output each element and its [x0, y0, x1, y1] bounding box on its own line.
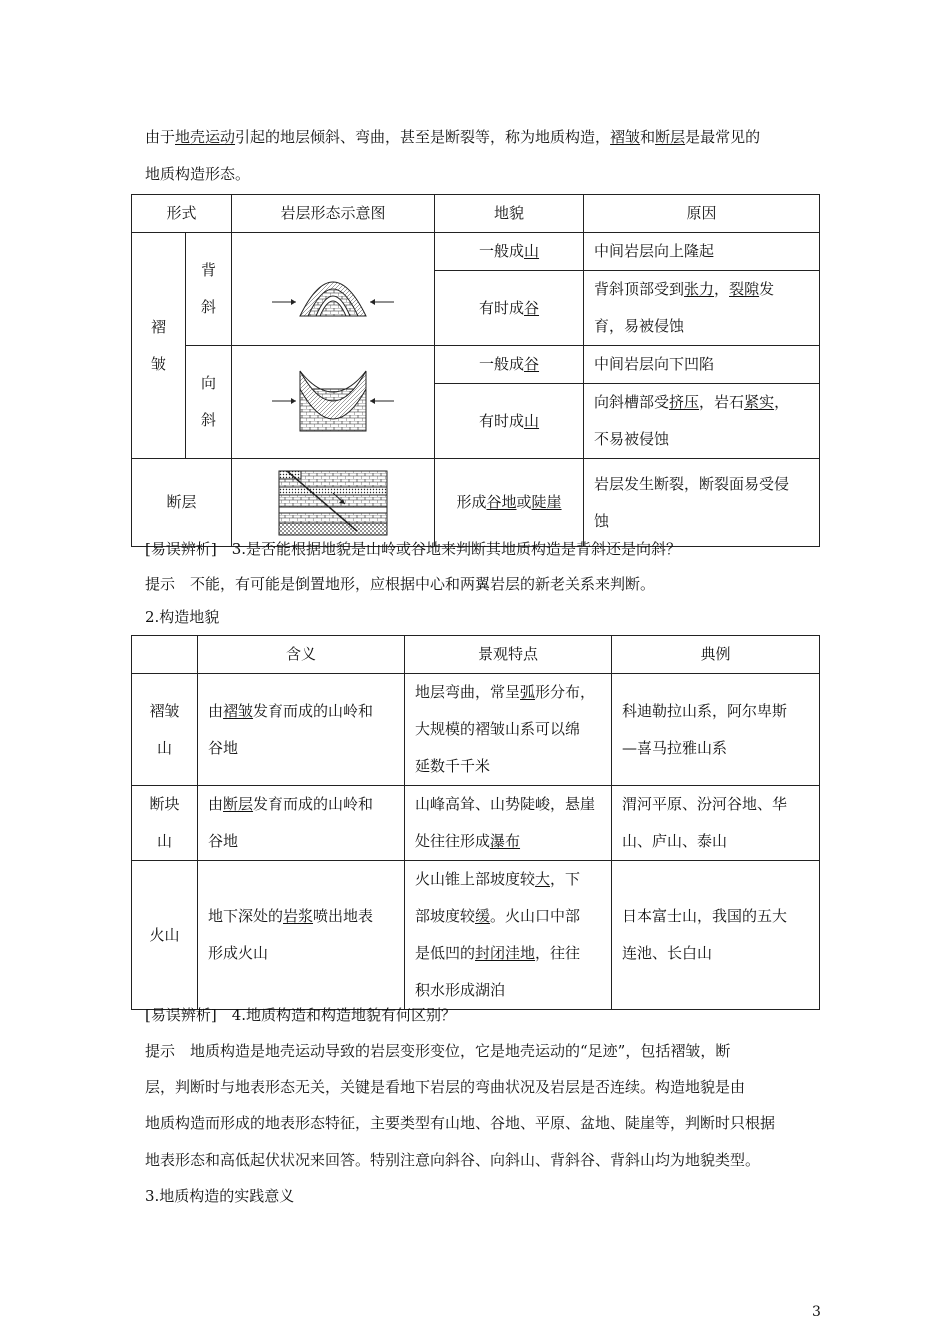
feature-underline: 封闭洼地: [475, 944, 536, 962]
intro-underline-fault: 断层: [655, 128, 686, 146]
feature-text: ，往往: [535, 944, 581, 962]
block-examples: [612, 786, 820, 861]
feature-underline: 瀑布: [490, 832, 521, 850]
fold-features: [405, 674, 612, 786]
tectonic-landform-table: [131, 635, 820, 1010]
r2-reason-line1: [594, 271, 809, 308]
volcano-features-line1: [415, 861, 601, 898]
feature-text: 部坡度较: [415, 907, 476, 925]
row-label-line: 褶皱: [149, 701, 180, 720]
row-label-line: 断块: [149, 795, 180, 813]
meaning-text: 由: [208, 795, 224, 813]
section-2-heading: 2.构造地貌: [145, 608, 220, 626]
intro-underline-crust-movement: 地壳运动: [175, 128, 236, 146]
block-examples-line2: 山、庐山、泰山: [622, 832, 728, 850]
syncline-label: [186, 346, 232, 459]
feature-text: 火山锥上部坡度较: [415, 870, 536, 888]
table-row: [132, 459, 820, 547]
r1-reason: 中间岩层向上隆起: [584, 233, 820, 271]
intro-text: 由于: [145, 128, 176, 146]
fold-label: [132, 233, 186, 459]
block-meaning: [198, 786, 405, 861]
table-row: [132, 861, 820, 1010]
intro-underline-fold: 褶皱: [610, 128, 641, 146]
fold-examples-line2: —喜马拉雅山系: [622, 738, 728, 757]
reason-text: ，: [774, 393, 790, 411]
landform-underline: 山: [524, 242, 540, 260]
fold-examples-line1: 科迪勒拉山系，阿尔卑斯: [622, 701, 788, 720]
hint-4-line4: 地表形态和高低起伏状况来回答。特别注意向斜谷、向斜山、背斜谷、背斜山均为地貌类型。: [145, 1151, 761, 1169]
landform-text: 形成: [456, 493, 487, 511]
syncline-char: 斜: [201, 411, 217, 429]
feature-text: ，下: [550, 870, 581, 888]
header-diagram: 岩层形态示意图: [232, 195, 435, 233]
block-features-line2: [415, 823, 601, 860]
hint-4-line2: 层，判断时与地表形态无关，关键是看地下岩层的弯曲状况及岩层是否连续。构造地貌是由: [145, 1078, 746, 1096]
volcano-examples: [612, 861, 820, 1010]
intro-line-1: [145, 126, 760, 147]
reason-text: ，岩石: [699, 393, 745, 411]
r2-reason-line2: 育，易被侵蚀: [594, 317, 685, 335]
volcano-meaning-line2: 形成火山: [208, 944, 269, 962]
fold-features-line3: 延数千千米: [415, 757, 491, 775]
block-features: [405, 786, 612, 861]
header-reason: 原因: [584, 195, 820, 233]
reason-text: ，: [714, 280, 730, 298]
hint-4-line3: 地质构造而形成的地表形态特征，主要类型有山地、谷地、平原、盆地、陡崖等，判断时只根据: [145, 1114, 776, 1132]
volcano-features-line3: [415, 935, 601, 972]
landform-text: 或: [516, 493, 532, 511]
table-row: [132, 233, 820, 271]
hint-4-line1: 提示 地质构造是地壳运动导致的岩层变形变位，它是地壳运动的“足迹”，包括褶皱，断: [145, 1042, 731, 1060]
r4-reason-line2: 不易被侵蚀: [594, 430, 670, 448]
feature-underline: 弧: [520, 683, 536, 701]
table2-header-row: [132, 636, 820, 674]
feature-underline: 大: [535, 870, 551, 888]
volcano-examples-line1: 日本富士山，我国的五大: [622, 907, 788, 925]
meaning-underline: 断层: [223, 795, 254, 813]
fold-char: 皱: [150, 354, 166, 373]
reason-text: 背斜顶部受到: [594, 280, 685, 298]
feature-text: 形分布，: [535, 683, 596, 701]
landform-text: 有时成: [479, 411, 525, 430]
intro-text: 和: [640, 128, 656, 146]
meaning-underline: 褶皱: [223, 701, 254, 720]
header-landform: 地貌: [435, 195, 584, 233]
landform-underline: 山: [524, 411, 540, 430]
feature-underline: 缓: [475, 907, 491, 925]
meaning-text: 发育而成的山岭和: [253, 701, 374, 720]
anticline-char: 背: [201, 261, 217, 279]
reason-text: 向斜槽部受: [594, 393, 670, 411]
fold-examples: [612, 674, 820, 786]
anticline-char: 斜: [201, 298, 217, 316]
anticline-diagram: [232, 233, 435, 346]
syncline-char: 向: [201, 374, 217, 392]
r4-landform: [435, 384, 584, 459]
reason-underline: 紧实: [744, 393, 775, 411]
landform-underline: 谷地: [486, 493, 517, 511]
fault-diagram: [232, 459, 435, 547]
anticline-diagram-icon: [258, 254, 408, 324]
volcano-examples-line2: 连池、长白山: [622, 944, 713, 962]
feature-text: 。火山口中部: [490, 907, 581, 925]
feature-text: 处往往形成: [415, 832, 491, 850]
geologic-structure-table: [131, 194, 820, 547]
block-examples-line1: 渭河平原、汾河谷地、华: [622, 795, 788, 813]
r4-reason-line1: [594, 384, 809, 421]
feature-text: 是低凹的: [415, 944, 476, 962]
r2-landform: [435, 271, 584, 346]
landform-text: 有时成: [479, 298, 525, 317]
table-row: [132, 346, 820, 384]
r1-landform: [435, 233, 584, 271]
table-row: [132, 674, 820, 786]
syncline-diagram-icon: [258, 367, 408, 437]
table-row: [132, 786, 820, 861]
intro-text: 是最常见的: [685, 128, 761, 146]
r5-reason-line2: 蚀: [594, 511, 610, 530]
note-3: [易误辨析] 3.是否能根据地貌是山岭或谷地来判断其地质构造是背斜还是向斜？: [145, 540, 682, 558]
anticline-label: [186, 233, 232, 346]
volcano-label: 火山: [132, 861, 198, 1010]
meaning-text: 由: [208, 701, 224, 720]
meaning-text: 喷出地表: [313, 907, 374, 925]
landform-text: 一般成: [479, 355, 525, 373]
volcano-features-line2: [415, 898, 601, 935]
fold-features-line1: [415, 674, 601, 711]
section-3-heading: 3.地质构造的实践意义: [145, 1187, 295, 1205]
volcano-features-line4: 积水形成湖泊: [415, 981, 506, 999]
block-meaning-line2: 谷地: [208, 832, 239, 850]
volcano-features: [405, 861, 612, 1010]
header-features: 景观特点: [405, 636, 612, 674]
table1-header-row: [132, 195, 820, 233]
landform-underline: 谷: [524, 355, 540, 373]
r3-landform: [435, 346, 584, 384]
reason-text: 发: [759, 280, 775, 298]
header-examples: 典例: [612, 636, 820, 674]
page-number: 3: [812, 1304, 821, 1320]
row-label-line: 山: [156, 738, 172, 757]
volcano-meaning-line1: [208, 898, 394, 935]
hint-3: 提示 不能，有可能是倒置地形，应根据中心和两翼岩层的新老关系来判断。: [145, 575, 656, 593]
block-meaning-line1: [208, 786, 394, 823]
fault-diagram-icon: [273, 467, 393, 539]
r5-reason: [584, 459, 820, 547]
r2-reason: [584, 271, 820, 346]
r4-reason: [584, 384, 820, 459]
row-label-line: 山: [156, 832, 172, 850]
note-4: [易误辨析] 4.地质构造和构造地貌有何区别？: [145, 1006, 457, 1024]
feature-text: 地层弯曲，常呈: [415, 683, 521, 701]
fold-char: 褶: [150, 317, 166, 336]
meaning-text: 发育而成的山岭和: [253, 795, 374, 813]
reason-underline: 张力: [684, 280, 715, 298]
volcano-meaning: [198, 861, 405, 1010]
header-empty: [132, 636, 198, 674]
meaning-underline: 岩浆: [283, 907, 314, 925]
intro-text: 引起的地层倾斜、弯曲，甚至是断裂等，称为地质构造，: [235, 128, 611, 146]
fold-features-line2: 大规模的褶皱山系可以绵: [415, 720, 581, 738]
landform-underline: 谷: [524, 298, 540, 317]
fold-meaning-line2: 谷地: [208, 738, 239, 757]
block-mountain-label: [132, 786, 198, 861]
fold-mountain-label: [132, 674, 198, 786]
landform-underline: 陡崖: [531, 493, 562, 511]
header-meaning: 含义: [198, 636, 405, 674]
syncline-diagram: [232, 346, 435, 459]
fault-label: 断层: [132, 459, 232, 547]
landform-text: 一般成: [479, 242, 525, 260]
reason-underline: 挤压: [669, 393, 700, 411]
meaning-text: 地下深处的: [208, 907, 284, 925]
r3-reason: 中间岩层向下凹陷: [584, 346, 820, 384]
r5-landform: [435, 459, 584, 547]
intro-line-2: 地质构造形态。: [145, 165, 251, 183]
header-form: 形式: [132, 195, 232, 233]
block-features-line1: 山峰高耸、山势陡峻，悬崖: [415, 795, 596, 813]
fold-meaning-line1: [208, 693, 394, 730]
r5-reason-line1: 岩层发生断裂，断裂面易受侵: [594, 474, 790, 493]
fold-meaning: [198, 674, 405, 786]
reason-underline: 裂隙: [729, 280, 760, 298]
